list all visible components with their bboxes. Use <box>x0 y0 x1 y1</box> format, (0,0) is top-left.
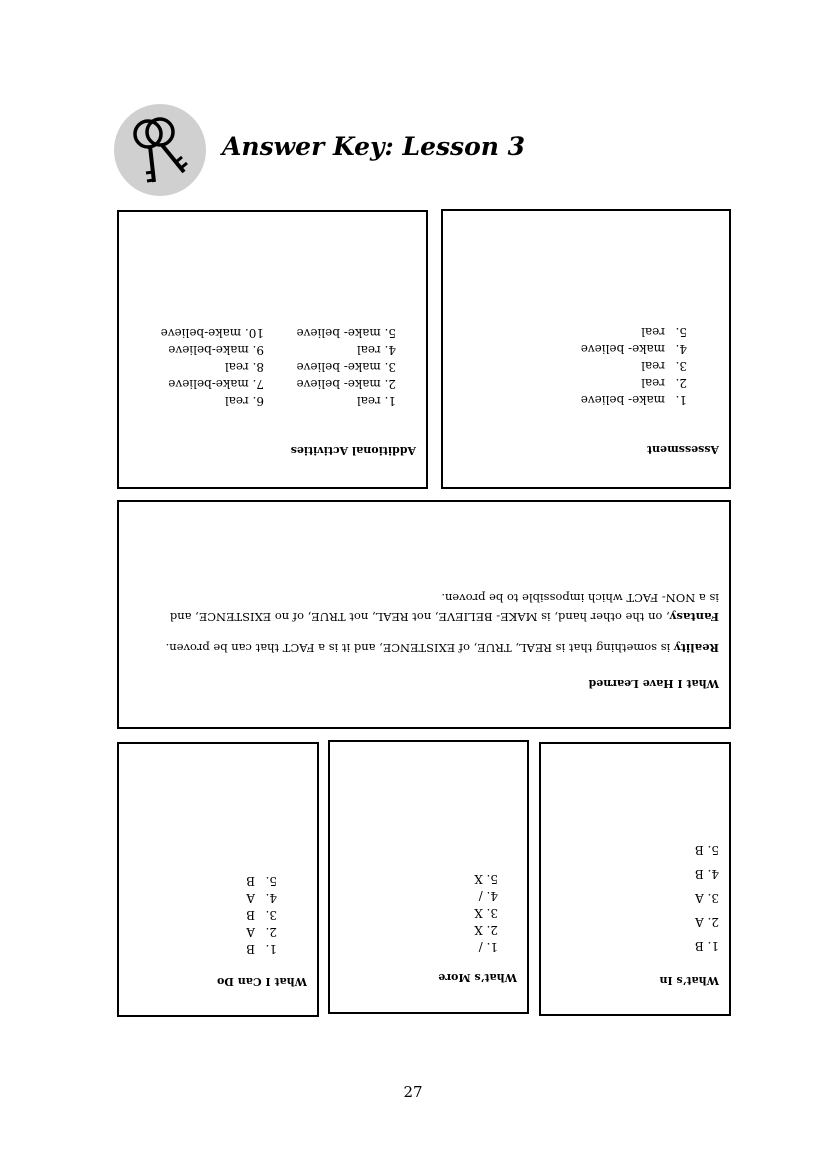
list-item: 5. make- believe <box>296 326 396 340</box>
fantasy-paragraph-line2: is a NON- FACT which impossible to be proven. <box>441 591 719 605</box>
list-item: 4. / <box>478 889 498 903</box>
page-number: 27 <box>403 1083 423 1101</box>
reality-term: Reality <box>673 641 719 655</box>
assessment-title: Assessment <box>646 443 719 456</box>
item-value: A <box>246 891 255 905</box>
item-number: 2. <box>265 925 277 939</box>
item-value: make- believe <box>580 393 665 407</box>
list-item: 2. A <box>695 915 719 929</box>
whats-in-title: What’s In <box>659 974 719 987</box>
list-item: 1. B <box>694 939 719 953</box>
additional-activities-content <box>119 212 426 487</box>
list-item: 5. B <box>694 843 719 857</box>
item-value: A <box>246 925 255 939</box>
whats-in-box <box>539 742 731 1016</box>
item-number: 1. <box>675 393 687 407</box>
list-item: 5. X <box>474 872 498 886</box>
what-i-have-learned-content <box>119 502 729 727</box>
list-item: 1. real <box>356 394 396 408</box>
keys-icon <box>114 104 206 196</box>
what-i-can-do-content <box>119 744 317 1015</box>
list-item: 1. / <box>478 940 498 954</box>
list-item: 9. make-believe <box>168 343 264 357</box>
whats-more-content <box>330 742 527 1012</box>
what-i-can-do-list <box>246 872 277 957</box>
item-number: 4. <box>265 891 277 905</box>
fantasy-term: Fantasy <box>669 610 719 624</box>
what-i-can-do-box <box>117 742 319 1017</box>
what-i-have-learned-box <box>117 500 731 729</box>
list-item: 8. real <box>224 360 264 374</box>
assessment-box <box>441 209 731 489</box>
list-item <box>246 940 277 957</box>
item-number: 3. <box>265 908 277 922</box>
list-item <box>581 323 687 340</box>
item-number: 3. <box>675 359 687 373</box>
whats-in-content <box>541 744 729 1014</box>
list-item: 2. make- believe <box>296 377 396 391</box>
whats-more-list <box>474 870 498 955</box>
item-number: 5. <box>675 325 687 339</box>
reality-text: is something that is REAL, TRUE, of EXISTENCE, and it is a FACT that can be proven. <box>165 641 674 655</box>
assessment-list <box>581 323 687 408</box>
item-value: make- believe <box>580 342 665 356</box>
list-item: 3. make- believe <box>296 360 396 374</box>
additional-activities-title: Additional Activities <box>290 444 416 457</box>
additional-activities-col2 <box>161 324 264 409</box>
list-item: 7. make-believe <box>168 377 264 391</box>
item-value: B <box>246 942 255 956</box>
list-item <box>246 906 277 923</box>
list-item: 10. make-believe <box>160 326 264 340</box>
list-item: 3. A <box>695 891 719 905</box>
item-value: real <box>641 359 665 373</box>
whats-in-list <box>695 838 719 958</box>
whats-more-title: What’s More <box>438 971 517 984</box>
page-title: Answer Key: Lesson 3 <box>222 132 526 161</box>
item-number: 1. <box>265 942 277 956</box>
item-number: 5. <box>265 874 277 888</box>
list-item: 2. X <box>474 923 498 937</box>
list-item <box>581 340 687 357</box>
list-item <box>246 889 277 906</box>
what-i-have-learned-title: What I Have Learned <box>588 677 719 690</box>
list-item <box>246 923 277 940</box>
item-number: 4. <box>675 342 687 356</box>
item-value: B <box>246 874 255 888</box>
reality-paragraph <box>127 638 719 657</box>
list-item: 3. X <box>474 906 498 920</box>
what-i-can-do-title: What I Can Do <box>217 975 307 988</box>
list-item <box>581 357 687 374</box>
list-item: 6. real <box>224 394 264 408</box>
list-item: 4. B <box>694 867 719 881</box>
item-value: real <box>641 376 665 390</box>
list-item: 4. real <box>356 343 396 357</box>
item-number: 2. <box>675 376 687 390</box>
list-item <box>581 374 687 391</box>
item-value: B <box>246 908 255 922</box>
item-value: real <box>641 325 665 339</box>
additional-activities-col1 <box>297 324 396 409</box>
fantasy-paragraph <box>127 607 719 626</box>
list-item <box>581 391 687 408</box>
list-item <box>246 872 277 889</box>
keys-icon-graphic <box>114 104 206 196</box>
additional-activities-box <box>117 210 428 489</box>
fantasy-text: , on the other hand, is MAKE- BELIEVE, not REAL, not TRUE, of no EXISTENCE, and <box>169 610 670 624</box>
whats-more-box <box>328 740 529 1014</box>
assessment-content <box>443 211 729 487</box>
